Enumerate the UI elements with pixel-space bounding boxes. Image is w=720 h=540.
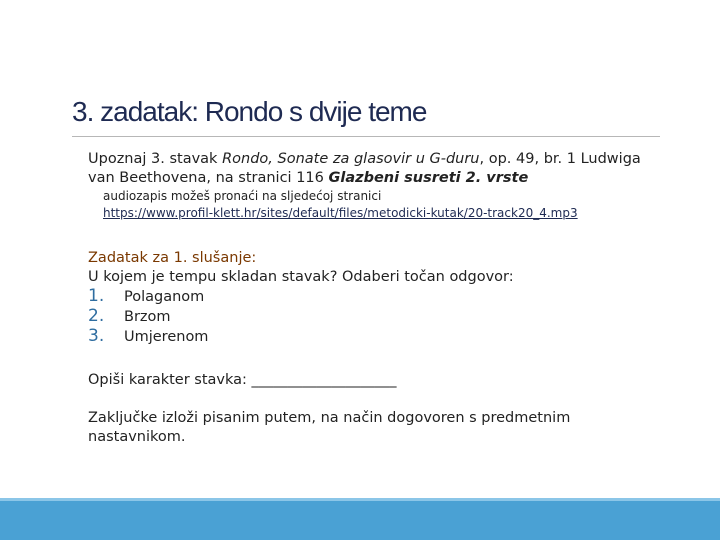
footer-band	[0, 498, 720, 540]
option-text: Umjerenom	[124, 329, 209, 345]
task-heading: Zadatak za 1. slušanje:	[88, 250, 257, 266]
option-number: 2.	[88, 306, 105, 326]
option-item	[88, 287, 648, 307]
option-item	[88, 307, 648, 327]
describe-blank: ____________________	[251, 372, 397, 388]
intro-paragraph	[88, 150, 648, 188]
task-question: U kojem je tempu skladan stavak? Odaberi točan odgovor:	[88, 269, 514, 285]
describe-line	[88, 371, 648, 390]
option-text: Brzom	[124, 309, 171, 325]
conclusion-text: Zaključke izloži pisanim putem, na način dogovoren s predmetnim nastavnikom.	[88, 410, 571, 445]
audio-link[interactable]: https://www.profil-klett.hr/sites/default/files/metodicki-kutak/20-track20_4.mp3	[103, 206, 578, 220]
slide-content	[88, 150, 648, 447]
task-section	[88, 249, 648, 347]
audio-note: audiozapis možeš pronaći na sljedećoj stranici	[103, 189, 382, 203]
title-divider	[72, 136, 660, 137]
option-number: 3.	[88, 326, 105, 346]
intro-text-2: , op. 49, br. 1 Ludwiga van Beethovena, na stranici 116	[88, 151, 641, 186]
book-title: Glazbeni susreti 2. vrste	[328, 170, 529, 186]
audio-info	[103, 188, 648, 222]
describe-label: Opiši karakter stavka:	[88, 372, 252, 388]
option-number: 1.	[88, 286, 105, 306]
option-text: Polaganom	[124, 289, 205, 305]
slide-title: 3. zadatak: Rondo s dvije teme	[72, 96, 427, 127]
work-title: Rondo, Sonate za glasovir u G-duru	[222, 151, 480, 167]
option-item	[88, 327, 648, 347]
intro-text-1: Upoznaj 3. stavak	[88, 151, 223, 167]
answer-options	[88, 287, 648, 347]
